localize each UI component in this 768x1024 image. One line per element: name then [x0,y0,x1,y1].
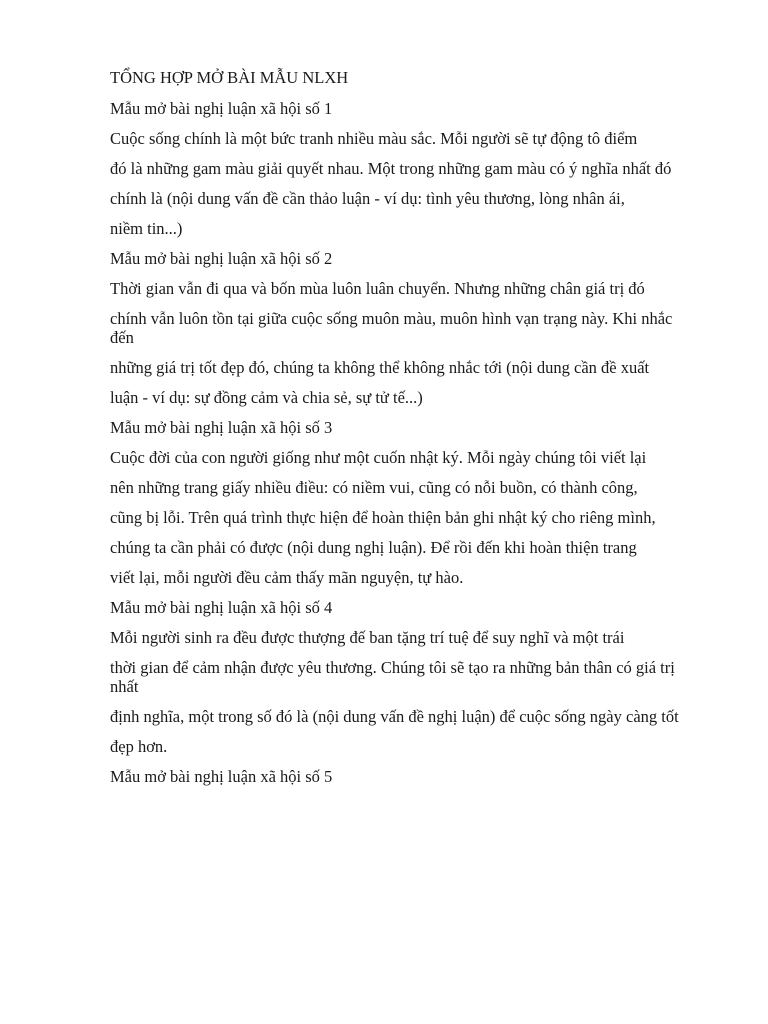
document-title: TỔNG HỢP MỞ BÀI MẪU NLXH [110,68,349,87]
text-line: Mẫu mở bài nghị luận xã hội số 4 [110,598,333,617]
text-line: nên những trang giấy nhiều điều: có niềm vui, cũng có nỗi buồn, có thành công, [110,478,638,497]
text-line: Mẫu mở bài nghị luận xã hội số 5 [110,767,333,786]
text-line: Mẫu mở bài nghị luận xã hội số 3 [110,418,333,437]
text-line: Thời gian vẫn đi qua và bốn mùa luôn luân chuyển. Nhưng những chân giá trị đó [110,279,645,298]
document-body [110,68,690,797]
text-line: niềm tin...) [110,219,183,238]
text-line: Cuộc đời của con người giống như một cuốn nhật ký. Mỗi ngày chúng tôi viết lại [110,448,647,467]
text-line: Cuộc sống chính là một bức tranh nhiều màu sắc. Mỗi người sẽ tự động tô điểm [110,129,638,148]
text-line: cũng bị lỗi. Trên quá trình thực hiện để hoàn thiện bản ghi nhật ký cho riêng mình, [110,508,656,527]
text-line: Mẫu mở bài nghị luận xã hội số 2 [110,249,333,268]
text-line: chính vẫn luôn tồn tại giữa cuộc sống muôn màu, muôn hình vạn trạng này. Khi nhắc đến [110,309,673,347]
text-line: đó là những gam màu giải quyết nhau. Một trong những gam màu có ý nghĩa nhất đó [110,159,672,178]
text-line: luận - ví dụ: sự đồng cảm và chia sẻ, sự tử tế...) [110,388,423,407]
text-line: Mỗi người sinh ra đều được thượng đế ban tặng trí tuệ để suy nghĩ và một trái [110,628,625,647]
text-line: chúng ta cần phải có được (nội dung nghị luận). Để rồi đến khi hoàn thiện trang [110,538,637,557]
text-line: đẹp hơn. [110,737,168,756]
text-line: những giá trị tốt đẹp đó, chúng ta không thể không nhắc tới (nội dung cần đề xuất [110,358,650,377]
text-line: Mẫu mở bài nghị luận xã hội số 1 [110,99,333,118]
text-line: thời gian để cảm nhận được yêu thương. Chúng tôi sẽ tạo ra những bản thân có giá trị nhất [110,658,675,696]
text-line: viết lại, mỗi người đều cảm thấy mãn nguyện, tự hào. [110,568,464,587]
text-line: chính là (nội dung vấn đề cần thảo luận - ví dụ: tình yêu thương, lòng nhân ái, [110,189,625,208]
text-line: định nghĩa, một trong số đó là (nội dung vấn đề nghị luận) để cuộc sống ngày càng tốt [110,707,679,726]
